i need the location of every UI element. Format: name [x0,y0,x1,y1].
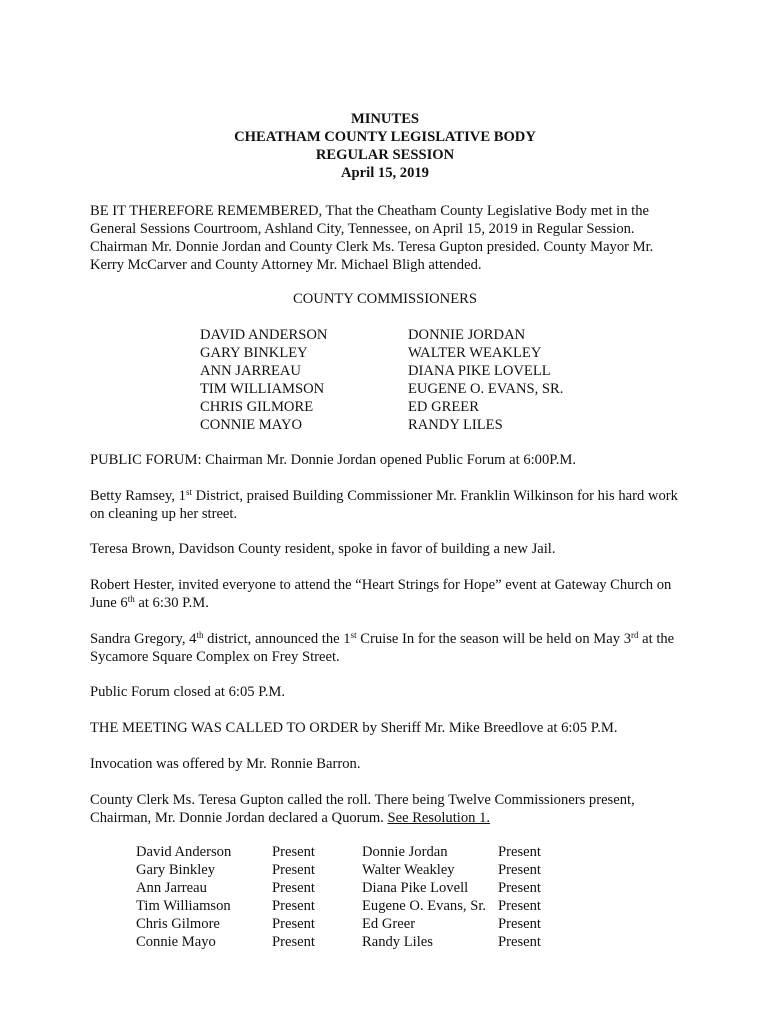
intro-paragraph: BE IT THEREFORE REMEMBERED, That the Cheatham County Legislative Body met in the General Sessions Courtroom, Ashland City, Tennessee, on April 15, 2019 in Regular Session. Chairman Mr. Donnie Jordan and County Clerk Ms. Teresa Gupton presided. County Mayor Mr. Kerry McCarver and County Attorney Mr. Michael Bligh attended. [90,203,654,273]
header-date: April 15, 2019 [341,165,429,181]
commissioner-name: TIM WILLIAMSON [200,381,325,397]
roll-status: Present [272,880,315,896]
invocation-paragraph: Invocation was offered by Mr. Ronnie Barron. [90,756,361,772]
roll-name: Randy Liles [362,934,433,950]
gregory-paragraph: Sandra Gregory, 4th district, announced the 1st Cruise In for the season will be held on May 3rd at the Sycamore Square Complex on Frey Street. [90,630,675,665]
header-body-name: CHEATHAM COUNTY LEGISLATIVE BODY [234,129,536,145]
resolution-link[interactable]: See Resolution 1. [387,810,491,826]
commissioner-name: ED GREER [408,399,479,415]
roll-name: Tim Williamson [136,898,231,914]
roll-left-names [136,843,231,951]
commissioner-name: RANDY LILES [408,417,503,433]
roll-name: Chris Gilmore [136,916,220,932]
commissioner-name: CHRIS GILMORE [200,399,314,415]
commissioner-name: GARY BINKLEY [200,345,308,361]
roll-name: Connie Mayo [136,934,216,950]
public-forum-paragraph: PUBLIC FORUM: Chairman Mr. Donnie Jordan opened Public Forum at 6:00P.M. [90,452,577,468]
commissioner-name: DAVID ANDERSON [200,327,328,343]
roll-status: Present [272,844,315,860]
roll-name: David Anderson [136,844,232,860]
roll-status: Present [498,844,541,860]
commissioner-name: ANN JARREAU [200,363,301,379]
commissioner-name: CONNIE MAYO [200,417,303,433]
minutes-header [0,110,770,182]
roll-right-names [362,843,486,951]
commissioner-name: WALTER WEAKLEY [408,345,542,361]
roll-name: Diana Pike Lovell [362,880,469,896]
called-to-order-paragraph: THE MEETING WAS CALLED TO ORDER by Sheriff Mr. Mike Breedlove at 6:05 P.M. [90,720,618,736]
roll-name: Eugene O. Evans, Sr. [362,898,487,914]
roll-call-paragraph: County Clerk Ms. Teresa Gupton called the roll. There being Twelve Commissioners present, Chairman, Mr. Donnie Jordan declared a Quorum. See Resolution 1. [90,792,635,826]
roll-name: Walter Weakley [362,862,455,878]
roll-status: Present [498,880,541,896]
roll-status: Present [272,934,315,950]
roll-status: Present [498,916,541,932]
commissioner-name: DIANA PIKE LOVELL [408,363,551,379]
roll-status: Present [272,862,315,878]
header-session: REGULAR SESSION [315,147,455,163]
commissioners-right-column [408,326,563,434]
roll-status: Present [272,916,315,932]
roll-name: Ed Greer [362,916,416,932]
roll-status: Present [498,898,541,914]
header-title: MINUTES [350,111,420,127]
commissioners-heading: COUNTY COMMISSIONERS [293,291,477,307]
brown-paragraph: Teresa Brown, Davidson County resident, spoke in favor of building a new Jail. [90,541,556,557]
forum-closed-paragraph: Public Forum closed at 6:05 P.M. [90,684,285,700]
roll-name: Donnie Jordan [362,844,448,860]
commissioners-left-column [200,326,327,434]
hester-paragraph: Robert Hester, invited everyone to attend the “Heart Strings for Hope” event at Gateway Church on June 6th at 6:30 P.M. [90,577,672,611]
roll-name: Ann Jarreau [136,880,207,896]
roll-status: Present [498,862,541,878]
roll-status: Present [272,898,315,914]
roll-status: Present [498,934,541,950]
ramsey-paragraph: Betty Ramsey, 1st District, praised Building Commissioner Mr. Franklin Wilkinson for his hard work on cleaning up her street. [90,487,678,522]
roll-name: Gary Binkley [136,862,216,878]
commissioner-name: EUGENE O. EVANS, SR. [408,381,564,397]
roll-left-status [272,843,315,951]
commissioner-name: DONNIE JORDAN [408,327,526,343]
roll-right-status [498,843,541,951]
